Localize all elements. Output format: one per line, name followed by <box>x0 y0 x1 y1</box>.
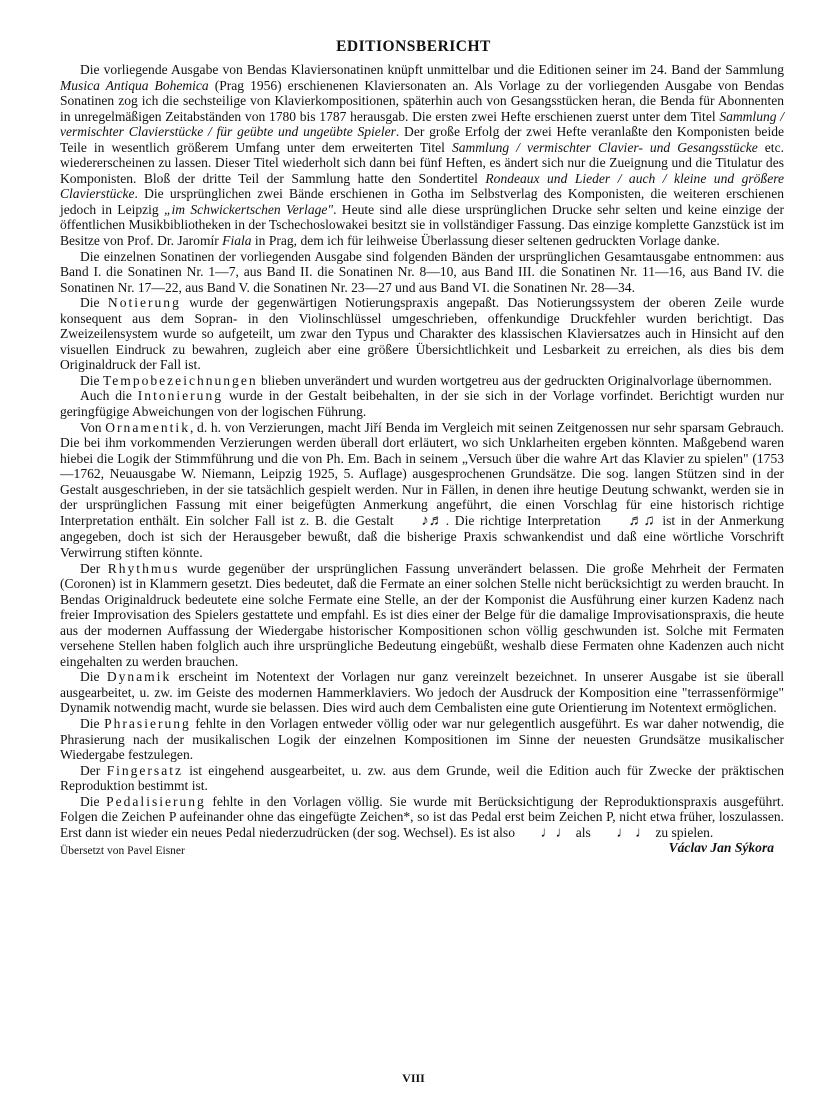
text-run: . Der große Erfolg der zwei Hefte veranlaßte den Komponisten beide Teile in wesentlich größerem Umfang unter dem erweiterten Titel <box>60 124 784 155</box>
text-run: Der <box>80 560 108 576</box>
text-run: . Heute sind alle diese ursprünglichen Drucke sehr selten und keine einzige der öffentlichen Musikbibliotheken in der Tschechoslowakei besitzt sie in vollständiger Fassung. Das einzige komplette Ganzstück ist im Besitze von Prof. Dr. Jaromír <box>60 201 785 249</box>
text-run: (Prag 1956) erschienenen Klaviersonaten an. Als Vorlage zu der vorliegenden Ausgabe von Bendas Sonatinen zog ich die sechsteilige von Klavierkompositionen, späterhin auch von Gesangsstücken heran, die Benda für Abonnenten in unregelmäßigen Zeitabständen von 1780 bis 1787 herausgab. Die ersten zwei Hefte erschienen zuerst unter dem Titel <box>60 77 784 124</box>
italic-title: Sammlung / vermischter Clavierstücke / für geübte und ungeübte Spieler <box>60 108 784 140</box>
text-run: Die vorliegende Ausgabe von Bendas Klaviersonatinen knüpft unmittelbar und die Editionen seiner im 24. Band der Sammlung <box>80 62 784 77</box>
paragraph-rhythm <box>60 561 784 670</box>
italic-title: Sammlung / vermischter Clavier- und Gesangsstücke <box>451 139 758 155</box>
paragraph-notation <box>60 295 784 373</box>
italic-name: Fiala <box>222 233 252 249</box>
text-run: blieben unverändert und wurden wortgetreu aus der gedruckten Originalvorlage übernommen. <box>257 372 772 388</box>
text-run: ist in der Anmerkung angegeben, doch ist sich der Herausgeber bewußt, daß die bisherige Praxis schwankendist und daß eine wörtliche Vorschrift Verwirrung stiften könnte. <box>60 512 784 560</box>
spaced-term: Phrasierung <box>104 715 191 731</box>
italic-title: Rondeaux und Lieder / auch / kleine und größere Clavierstücke <box>60 170 784 202</box>
report-body <box>60 62 784 860</box>
italic-title: Musica Antiqua Bohemica <box>60 77 209 93</box>
paragraph-fingering <box>60 763 784 794</box>
spaced-term: Intonierung <box>137 388 223 404</box>
paragraph-intonation <box>60 388 784 419</box>
spaced-term: Ornamentik <box>105 419 190 435</box>
paragraph-pedaling <box>60 794 784 842</box>
page-number: VIII <box>402 1071 425 1085</box>
paragraph-phrasing <box>60 716 784 763</box>
text-run: ist eingehend ausgearbeitet, u. zw. aus dem Grunde, weil die Edition auch für Zwecke der präktischen Reproduktion bestimmt ist. <box>60 762 784 794</box>
music-notation-icon: ♪♬ <box>421 512 444 529</box>
spaced-term: Pedalisierung <box>106 793 206 809</box>
text-run: erscheint im Notentext der Vorlagen nur ganz vereinzelt bezeichnet. In unserer Ausgabe ist sie überall ausgearbeitet, u. zw. im Geiste des modernen Hammerklaviers. Wo jedoch der Ausdruck der Komposition eine "terrassenförmige" Dynamik notwendig macht, wurde sie belassen. Dies wird auch dem Cembalisten eine gute Orientierung im Notentext ermöglichen. <box>60 669 784 716</box>
signature-row <box>60 840 784 860</box>
text-run: , d. h. von Verzierungen, macht Jiří Benda im Vergleich mit seinen Zeitgenossen nur sehr sparsam Gebrauch. Die bei ihm vorkommenden Verzierungen werden überall dort erläutert, wo sich Unklarheiten ergeben könnten. Maßgebend waren hiebei die Logik der Stimmführung und die von Ph. Em. Bach in seinem „Versuch über die wahre Art das Klavier zu spielen" (1753—1762, Neuausgabe W. Niemann, Leipzig 1925, 5. Auflage) ausgesprochenen Grundsätze. Die sog. langen Stützen sind in der Gestalt ausgeschrieben, in der sie tatsächlich gespielt werden. Nur in Fällen, in denen ihre heutige Deutung schwankt, werden sie in der ursprünglichen Fassung mit einer beigefügten Anmerkung angeführt, die einen Vorschlag für eine historisch richtige Interpretation enthält. Ein solcher Fall ist z. B. die Gestalt <box>60 419 784 528</box>
pedal-notation-icon: ♩♩ <box>540 824 571 841</box>
text-run: Die <box>80 372 103 388</box>
pedal-notation-icon: ♩ ♩ <box>616 824 650 841</box>
spaced-term: Fingersatz <box>106 762 183 778</box>
spaced-term: Dynamik <box>106 669 172 685</box>
paragraph-tempo <box>60 373 784 389</box>
paragraph-volumes: Die einzelnen Sonatinen der vorliegenden Ausgabe sind folgenden Bänden der ursprünglichen Gesamtausgabe entnommen: aus Band I. die Sonatinen Nr. 1—7, aus Band II. die Sonatinen Nr. 8—10, aus Band III. die Sonatinen Nr. 11—16, aus Band IV. die Sonatinen Nr. 17—22, aus Band V. die Sonatinen Nr. 23—27 und aus Band VI. die Sonatinen Nr. 28—34. <box>60 248 784 295</box>
text-run: Die <box>80 295 108 311</box>
italic-title: „im Schwickertschen Verlage" <box>164 201 334 217</box>
text-run: etc. wiedererscheinen zu lassen. Dieser Titel wiederholt sich dann bei fünf Heften, es ändert sich nur die Zueignung und die Titulatur des Komponisten. Bloß der dritte Teil der Sammlung hatte den Sondertitel <box>60 139 784 186</box>
text-run: in Prag, dem ich für leihweise Überlassung dieser seltenen gedruckten Vorlage danke. <box>251 233 720 249</box>
text-run: Die <box>80 793 107 809</box>
spaced-term: Tempobezeichnungen <box>102 372 258 388</box>
text-run: als <box>572 824 595 840</box>
text-run: Von <box>80 419 106 435</box>
text-run: wurde in der Gestalt beibehalten, in der sie sich in der Vorlage vorfindet. Berichtigt wurden nur geringfügige Abweichungen von der logischen Führung. <box>60 388 784 420</box>
music-notation-icon: ♬♫ <box>628 512 655 529</box>
paragraph-ornamentation <box>60 420 784 561</box>
paragraph-sources <box>60 62 784 249</box>
text-run: fehlte in den Vorlagen entweder völlig oder war nur gelegentlich ausgeführt. Es war daher notwendig, die Phrasierung nach der musikalischen Logik der einzelnen Kompositionen im Sinne der neuesten Grundsätze musikalischer Wiedergabe festzulegen. <box>60 715 784 763</box>
text-run: Auch die <box>80 388 138 404</box>
text-run: . Die richtige Interpretation <box>445 512 607 528</box>
text-run: fehlte in den Vorlagen völlig. Sie wurde mit Berücksichtigung der Reproduktionspraxis ausgeführt. Folgen die Zeichen P aufeinander ohne das eingefügte Zeichen*, so ist das Pedal erst beim Zeichen P, nicht etwa früher, loszulassen. Erst dann ist wieder ein neues Pedal niederzudrücken (der sog. Wechsel). Es ist also <box>60 793 784 840</box>
text-run: . Die ursprünglichen zwei Bände erschienen in Gotha im Selbstverlag des Komponisten, die weiteren erschienen jedoch in Leipzig <box>60 186 784 217</box>
text-run: Die <box>80 715 105 731</box>
text-run: Die <box>80 669 107 685</box>
text-run: Der <box>80 762 107 778</box>
author-signature: Václav Jan Sýkora <box>668 840 774 856</box>
spaced-term: Notierung <box>107 295 181 311</box>
spaced-term: Rhythmus <box>107 560 180 576</box>
paragraph-dynamics <box>60 669 784 716</box>
translator-credit: Übersetzt von Pavel Eisner <box>60 845 185 858</box>
text-run: wurde der gegenwärtigen Notierungspraxis angepaßt. Das Notierungssystem der oberen Zeile wurde konsequent aus dem Sopran- in den Violinschlüssel umgeschrieben, offenkundige Druckfehler wurden berichtigt. Das Zweizeilensystem wurde so aufgeteilt, um zwar den Typus und Charakter des klassischen Klaviersatzes auch in Hinsicht auf den visuellen Eindruck zu bewahren, zugleich aber eine größere Übersichtlichkeit und Lesbarkeit zu erreichen, als dies bis dem Originaldruck der Fall ist. <box>60 295 784 373</box>
page-title: EDITIONSBERICHT <box>336 38 491 55</box>
text-run: wurde gegenüber der ursprünglichen Fassung unverändert belassen. Die große Mehrheit der Fermaten (Coronen) ist in Klammern gesetzt. Dies bedeutet, daß die Fermate an einer solchen Stelle nicht berücksichtigt zu werden braucht. In Bendas Originaldruck bedeutete eine solche Fermate eine Stelle, an der der Komponist die Ausführung einer kurzen Kadenz nach freier Improvisation des Spielers gestattete und empfahl. Es ist dies einer der Belge für die damalige Improvisationspraxis, die heute aus der modernen Auffassung der Wiedergabe historischer Kompositionen schon völlig geschwunden ist. Solche mit Fermaten versehene Stellen haben folglich auch ihre ursprüngliche Bedeutung eingebüßt, weshalb diese Fermaten ohne Kadenzen auch nicht eingehalten zu werden brauchen. <box>60 560 784 669</box>
text-run: zu spielen. <box>651 824 714 840</box>
